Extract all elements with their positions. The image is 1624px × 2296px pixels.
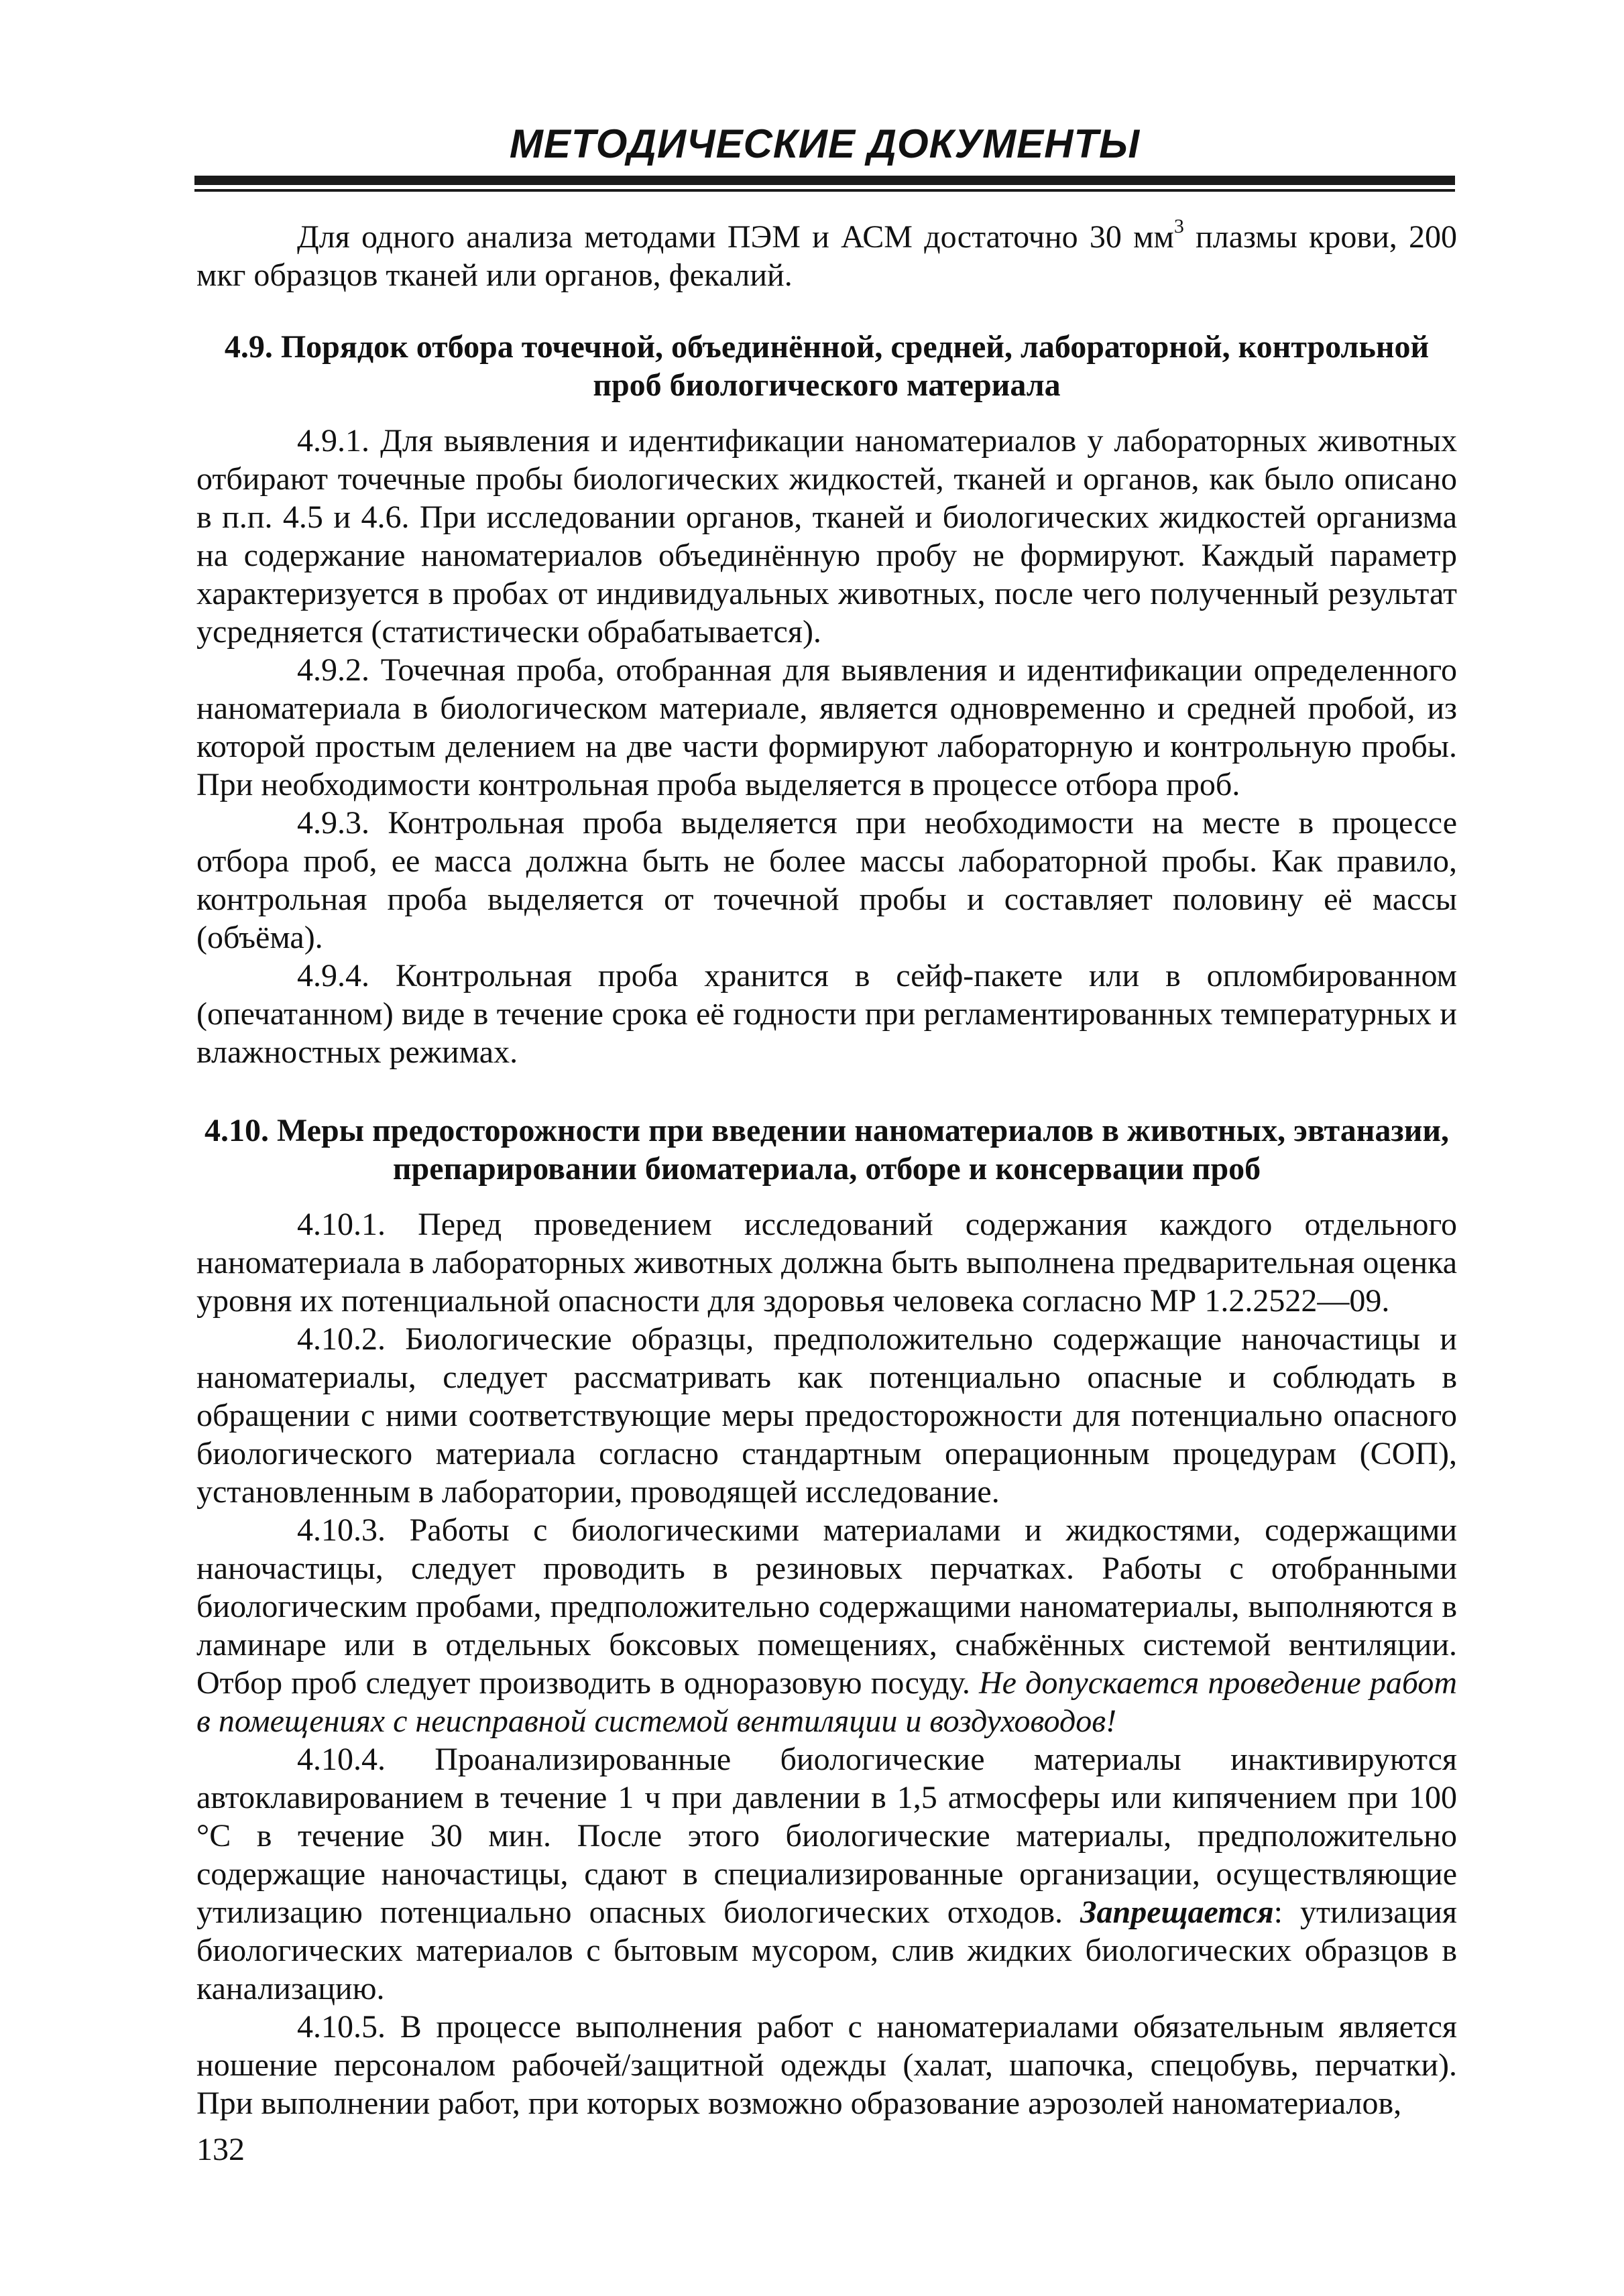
intro-text-end: плазмы крови, 200 мкг образцов тканей или органов, фекалий. (196, 219, 1457, 293)
main-content (196, 215, 1458, 2122)
paragraph-4-9-3: 4.9.3. Контрольная проба выделяется при необходимости на месте в процессе отбора проб, ее масса должна быть не более массы лабораторной пробы. Как правило, контрольная проба выделяется от точечной пробы и составляет половину её массы (объёма). (196, 805, 1457, 955)
section-heading-4-10: 4.10. Меры предосторожности при введении наноматериалов в животных, эвтаназии, препарировании биоматериала, отборе и консервации проб (204, 1113, 1450, 1187)
header-rule-thick (194, 176, 1455, 185)
paragraph-4-10-1: 4.10.1. Перед проведением исследований содержания каждого отдельного наноматериала в лабораторных животных должна быть выполнена предварительная оценка уровня их потенциальной опасности для здоровья человека согласно МР 1.2.2522—09. (196, 1207, 1457, 1319)
paragraph-4-10-4-rest: : утилизация биологических материалов с бытовым мусором, слив жидких биологических образцов в канализацию. (196, 1894, 1458, 2006)
running-header-title: МЕТОДИЧЕСКИЕ ДОКУМЕНТЫ (509, 121, 1141, 166)
paragraph-4-10-3-text: 4.10.3. Работы с биологическими материалами и жидкостями, содержащими наночастицы, следует проводить в резиновых перчатках. Работы с отобранными биологическим пробами, предположительно содержащими наноматериалы, выполняются в ламинаре или в отдельных боксовых помещениях, снабжённых системой вентиляции. Отбор проб следует производить в одноразовую посуду. (196, 1512, 1457, 1701)
paragraph-4-10-3-warning: Не допускается проведение работ в помещениях с неисправной системой вентиляции и воздуховодов! (196, 1665, 1457, 1739)
paragraph-4-10-3 (196, 1511, 1457, 1740)
paragraph-4-9-4: 4.9.4. Контрольная проба хранится в сейф-пакете или в опломбированном (опечатанном) виде в течение срока её годности при регламентированных температурных и влажностных режимах. (196, 958, 1457, 1070)
paragraph-4-10-4-prohibited: Запрещается (1080, 1894, 1274, 1930)
paragraph-4-9-1: 4.9.1. Для выявления и идентификации наноматериалов у лабораторных животных отбирают точечные пробы биологических жидкостей, тканей и органов, как было описано в п.п. 4.5 и 4.6. При исследовании органов, тканей и биологических жидкостей организма на содержание наноматериалов объединённую пробу не формируют. Каждый параметр характеризуется в пробах от индивидуальных животных, после чего полученный результат усредняется (статистически обрабатывается). (196, 423, 1457, 650)
paragraph-4-10-4 (196, 1740, 1457, 2008)
intro-paragraph (196, 215, 1457, 294)
paragraph-4-10-2: 4.10.2. Биологические образцы, предположительно содержащие наночастицы и наноматериалы, следует рассматривать как потенциально опасные и соблюдать в обращении с ними соответствующие меры предосторожности для потенциально опасного биологического материала согласно стандартным операционным процедурам (СОП), установленным в лаборатории, проводящей исследование. (196, 1321, 1457, 1510)
paragraph-4-9-2: 4.9.2. Точечная проба, отобранная для выявления и идентификации определенного наноматериала в биологическом материале, является одновременно и средней пробой, из которой простым делением на две части формируют лабораторную и контрольную пробы. При необходимости контрольная проба выделяется в процессе отбора проб. (196, 652, 1457, 802)
header-rule-thin (194, 189, 1455, 192)
page-number: 132 (196, 2132, 245, 2167)
paragraph-4-10-4-text: 4.10.4. Проанализированные биологические материалы инактивируются автоклавированием в течение 1 ч при давлении в 1,5 атмосферы или кипячением при 100 °С в течение 30 мин. После этого биологические материалы, предположительно содержащие наночастицы, сдают в специализированные организации, осуществляющие утилизацию потенциально опасных биологических отходов. (196, 1742, 1457, 1930)
section-heading-4-9: 4.9. Порядок отбора точечной, объединённой, средней, лабораторной, контрольной проб биологического материала (224, 329, 1430, 403)
intro-text-start: Для одного анализа методами ПЭМ и АСМ достаточно 30 мм (297, 219, 1174, 255)
intro-superscript: 3 (1173, 215, 1184, 237)
paragraph-4-10-5: 4.10.5. В процессе выполнения работ с наноматериалами обязательным является ношение персоналом рабочей/защитной одежды (халат, шапочка, спецобувь, перчатки). При выполнении работ, при которых возможно образование аэрозолей наноматериалов, (196, 2009, 1457, 2121)
